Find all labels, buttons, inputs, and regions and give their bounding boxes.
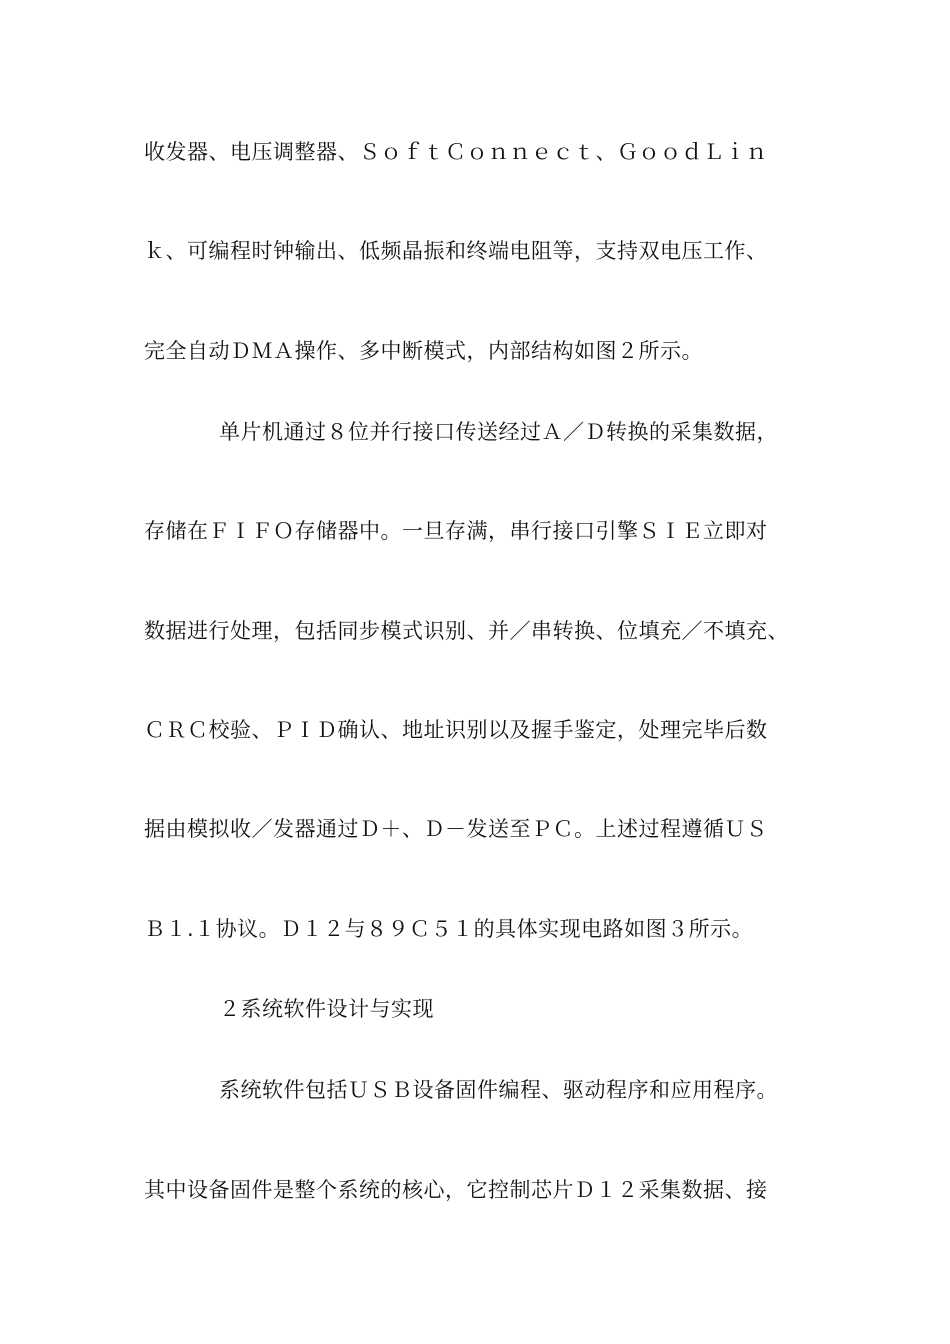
text-line-8: 据由模拟收／发器通过Ｄ＋、Ｄ－发送至ＰＣ。上述过程遵循ＵＳ: [144, 817, 768, 841]
text-line-3: 完全自动ＤＭＡ操作、多中断模式，内部结构如图２所示。: [144, 339, 703, 363]
text-line-6: 数据进行处理，包括同步模式识别、并／串转换、位填充／不填充、: [144, 619, 789, 643]
text-line-7: ＣＲＣ校验、ＰＩＤ确认、地址识别以及握手鉴定，处理完毕后数: [144, 718, 768, 742]
text-line-2: ｋ、可编程时钟输出、低频晶振和终端电阻等，支持双电压工作、: [144, 239, 768, 263]
text-line-5: 存储在ＦＩＦＯ存储器中。一旦存满，串行接口引擎ＳＩＥ立即对: [144, 519, 768, 543]
text-line-1: 收发器、电压调整器、ＳｏｆｔＣｏｎｎｅｃｔ、ＧｏｏｄＬｉｎ: [144, 140, 768, 164]
paragraph-start-line: 单片机通过８位并行接口传送经过Ａ／Ｄ转换的采集数据，: [219, 420, 778, 444]
text-line-12: 其中设备固件是整个系统的核心，它控制芯片Ｄ１２采集数据、接: [144, 1178, 768, 1202]
section-heading: ２系统软件设计与实现: [219, 997, 434, 1021]
text-line-9: Ｂ１.１协议。Ｄ１２与８９Ｃ５１的具体实现电路如图３所示。: [144, 917, 754, 941]
paragraph-start-line-2: 系统软件包括ＵＳＢ设备固件编程、驱动程序和应用程序。: [219, 1078, 778, 1102]
